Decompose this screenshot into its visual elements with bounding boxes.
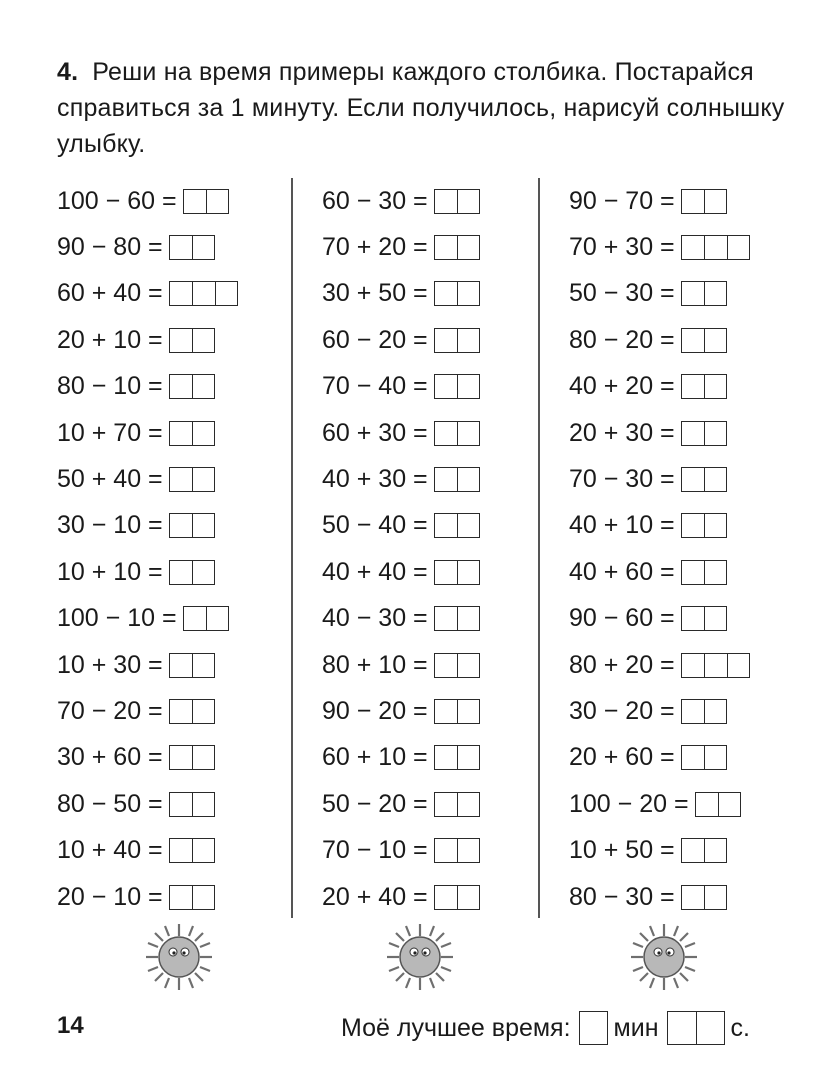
exercise-expression: 80 + 20 = [569,650,675,679]
answer-box[interactable] [169,235,215,260]
page-number: 14 [57,1012,84,1039]
answer-box[interactable] [169,281,238,306]
answer-cell[interactable] [434,838,457,863]
exercise-expression: 10 + 30 = [57,650,163,679]
minutes-answer-box[interactable] [579,1011,608,1045]
exercise-row [57,874,238,920]
answer-box[interactable] [434,189,480,214]
answer-cell[interactable] [457,189,480,214]
answer-cell[interactable] [169,513,192,538]
task-text: Реши на время примеры каждого столбика. Постарайся справиться за 1 минуту. Если получилось, нарисуй солнышку улыбку. [57,58,785,158]
answer-cell[interactable] [169,421,192,446]
answer-cell[interactable] [681,745,704,770]
answer-cell[interactable] [727,653,750,678]
exercise-expression: 70 + 30 = [569,233,675,262]
answer-cell[interactable] [704,745,727,770]
exercise-row [57,827,238,873]
exercise-expression: 50 − 40 = [322,511,428,540]
answer-cell[interactable] [457,653,480,678]
answer-cell[interactable] [727,235,750,260]
exercise-row [569,364,750,410]
exercise-expression: 70 − 30 = [569,465,675,494]
exercise-expression: 50 + 40 = [57,465,163,494]
sun-face-icon[interactable] [629,922,699,992]
answer-cell[interactable] [681,560,704,585]
exercise-row [57,549,238,595]
exercise-expression: 10 + 40 = [57,836,163,865]
exercise-expression: 80 + 10 = [322,650,428,679]
answer-box[interactable] [681,653,750,678]
answer-box[interactable] [434,467,480,492]
column-divider [291,178,293,918]
sun-face-icon[interactable] [144,922,214,992]
answer-cell[interactable] [192,699,215,724]
exercise-expression: 40 + 30 = [322,465,428,494]
answer-cell[interactable] [169,281,192,306]
exercise-expression: 70 + 20 = [322,233,428,262]
answer-cell[interactable] [169,745,192,770]
answer-box[interactable] [681,885,727,910]
exercise-row [57,456,238,502]
answer-cell[interactable] [681,606,704,631]
answer-cell[interactable] [681,885,704,910]
exercise-expression: 30 − 10 = [57,511,163,540]
answer-box[interactable] [681,606,727,631]
exercise-row [57,271,238,317]
exercise-row [322,410,480,456]
column-divider [538,178,540,918]
answer-box[interactable] [681,421,727,446]
answer-cell[interactable] [169,467,192,492]
seconds-unit: с. [730,1013,750,1042]
answer-cell[interactable] [434,374,457,399]
answer-cell[interactable] [704,189,727,214]
answer-cell[interactable] [704,421,727,446]
exercise-expression: 90 − 80 = [57,233,163,262]
answer-cell[interactable] [192,513,215,538]
answer-cell[interactable] [681,281,704,306]
answer-box[interactable] [681,235,750,260]
answer-box[interactable] [169,838,215,863]
answer-cell[interactable] [704,374,727,399]
answer-box[interactable] [434,560,480,585]
answer-cell[interactable] [681,374,704,399]
answer-cell[interactable] [457,745,480,770]
exercise-expression: 100 − 20 = [569,789,689,818]
exercise-expression: 80 − 30 = [569,882,675,911]
exercise-row [57,224,238,270]
exercise-expression: 80 − 50 = [57,789,163,818]
exercise-row [569,178,750,224]
exercise-row [569,271,750,317]
exercise-row [569,549,750,595]
exercise-expression: 40 + 60 = [569,557,675,586]
answer-cell[interactable] [434,606,457,631]
answer-box[interactable] [434,792,480,817]
answer-box[interactable] [434,838,480,863]
answer-box[interactable] [681,374,727,399]
exercise-row [322,549,480,595]
answer-box[interactable] [183,606,229,631]
answer-box[interactable] [681,513,727,538]
exercise-row [322,503,480,549]
exercise-row [322,271,480,317]
exercise-row [322,364,480,410]
answer-cell[interactable] [704,328,727,353]
exercise-row [322,596,480,642]
exercise-row [569,503,750,549]
answer-box[interactable] [169,374,215,399]
exercise-row [322,735,480,781]
answer-cell[interactable] [457,421,480,446]
answer-cell[interactable] [434,513,457,538]
answer-cell[interactable] [704,885,727,910]
exercise-row [322,874,480,920]
answer-box[interactable] [681,838,727,863]
answer-cell[interactable] [457,467,480,492]
column-2 [322,178,480,920]
answer-cell[interactable] [704,699,727,724]
answer-cell[interactable] [457,281,480,306]
answer-box[interactable] [681,699,727,724]
answer-cell[interactable] [704,467,727,492]
exercise-row [569,735,750,781]
exercise-row [322,224,480,270]
exercise-expression: 90 − 70 = [569,186,675,215]
answer-cell[interactable] [704,513,727,538]
answer-cell[interactable] [434,281,457,306]
answer-cell[interactable] [192,745,215,770]
sun-face-icon[interactable] [385,922,455,992]
answer-cell[interactable] [457,606,480,631]
exercise-expression: 30 + 50 = [322,279,428,308]
answer-box[interactable] [169,328,215,353]
answer-box[interactable] [169,467,215,492]
exercise-row [57,781,238,827]
exercise-row [569,456,750,502]
answer-box[interactable] [169,421,215,446]
answer-cell[interactable] [192,374,215,399]
answer-box[interactable] [434,328,480,353]
exercise-row [322,827,480,873]
answer-cell[interactable] [681,189,704,214]
exercise-expression: 40 + 10 = [569,511,675,540]
exercise-row [322,456,480,502]
answer-cell[interactable] [206,606,229,631]
answer-cell[interactable] [704,560,727,585]
exercise-expression: 60 + 30 = [322,418,428,447]
answer-box[interactable] [681,467,727,492]
seconds-answer-box[interactable] [667,1011,725,1045]
answer-cell[interactable] [192,421,215,446]
exercise-expression: 10 + 10 = [57,557,163,586]
answer-cell[interactable] [192,560,215,585]
answer-cell[interactable] [169,374,192,399]
answer-box[interactable] [434,235,480,260]
answer-cell[interactable] [434,792,457,817]
exercise-expression: 60 − 30 = [322,186,428,215]
answer-cell[interactable] [434,235,457,260]
answer-cell[interactable] [457,560,480,585]
answer-box[interactable] [434,653,480,678]
exercise-row [57,642,238,688]
answer-cell[interactable] [192,653,215,678]
answer-cell[interactable] [681,653,704,678]
answer-box[interactable] [169,653,215,678]
answer-cell[interactable] [704,838,727,863]
answer-cell[interactable] [681,513,704,538]
exercise-row [57,735,238,781]
exercise-expression: 70 − 40 = [322,372,428,401]
exercise-expression: 80 − 20 = [569,325,675,354]
answer-cell[interactable] [434,189,457,214]
answer-cell[interactable] [183,189,206,214]
answer-cell[interactable] [434,328,457,353]
answer-box[interactable] [434,513,480,538]
exercise-row [569,827,750,873]
exercise-row [57,317,238,363]
answer-cell[interactable] [434,699,457,724]
exercise-row [57,596,238,642]
answer-box[interactable] [681,328,727,353]
exercise-expression: 70 − 10 = [322,836,428,865]
exercise-expression: 60 − 20 = [322,325,428,354]
exercise-expression: 20 + 10 = [57,325,163,354]
task-number: 4. [57,58,79,86]
answer-cell[interactable] [457,328,480,353]
answer-box[interactable] [681,281,727,306]
answer-cell[interactable] [169,699,192,724]
answer-box[interactable] [695,792,741,817]
answer-box[interactable] [434,421,480,446]
exercise-expression: 50 − 30 = [569,279,675,308]
exercise-row [57,503,238,549]
answer-cell[interactable] [434,560,457,585]
exercise-expression: 70 − 20 = [57,696,163,725]
column-3 [569,178,750,920]
answer-cell[interactable] [169,885,192,910]
answer-cell[interactable] [704,235,727,260]
answer-box[interactable] [434,699,480,724]
answer-cell[interactable] [681,421,704,446]
answer-cell[interactable] [704,281,727,306]
answer-box[interactable] [681,745,727,770]
answer-cell[interactable] [169,792,192,817]
answer-cell[interactable] [457,235,480,260]
column-1 [57,178,238,920]
exercise-expression: 80 − 10 = [57,372,163,401]
answer-cell[interactable] [457,374,480,399]
answer-box[interactable] [169,885,215,910]
exercise-expression: 90 − 20 = [322,696,428,725]
exercise-expression: 100 − 10 = [57,604,177,633]
exercise-expression: 50 − 20 = [322,789,428,818]
answer-cell[interactable] [681,699,704,724]
exercise-row [322,688,480,734]
best-time-label: Моё лучшее время: [341,1013,571,1042]
exercise-expression: 10 + 70 = [57,418,163,447]
answer-cell[interactable] [169,328,192,353]
exercise-expression: 60 + 40 = [57,279,163,308]
exercise-row [322,178,480,224]
answer-box[interactable] [434,885,480,910]
task-instruction [57,54,797,162]
answer-cell[interactable] [681,328,704,353]
answer-box[interactable] [169,513,215,538]
answer-cell[interactable] [183,606,206,631]
answer-cell[interactable] [169,838,192,863]
answer-cell[interactable] [192,885,215,910]
exercise-expression: 40 − 30 = [322,604,428,633]
answer-cell[interactable] [192,467,215,492]
exercise-row [569,781,750,827]
answer-cell[interactable] [169,653,192,678]
best-time-row [341,1011,750,1045]
exercise-expression: 40 + 20 = [569,372,675,401]
exercise-row [322,642,480,688]
exercise-expression: 60 + 10 = [322,743,428,772]
answer-cell[interactable] [704,606,727,631]
answer-box[interactable] [434,606,480,631]
answer-cell[interactable] [215,281,238,306]
answer-cell[interactable] [681,467,704,492]
exercise-row [569,410,750,456]
answer-cell[interactable] [457,885,480,910]
answer-box[interactable] [681,189,727,214]
answer-box[interactable] [434,374,480,399]
answer-cell[interactable] [192,792,215,817]
answer-cell[interactable] [169,235,192,260]
exercise-row [569,596,750,642]
answer-cell[interactable] [681,235,704,260]
answer-box[interactable] [183,189,229,214]
answer-cell[interactable] [169,560,192,585]
answer-box[interactable] [169,560,215,585]
answer-cell[interactable] [434,885,457,910]
answer-cell[interactable] [718,792,741,817]
exercise-row [322,781,480,827]
answer-cell[interactable] [695,792,718,817]
answer-cell[interactable] [192,235,215,260]
answer-box[interactable] [169,792,215,817]
exercise-expression: 30 + 60 = [57,743,163,772]
answer-cell[interactable] [434,467,457,492]
exercise-row [57,410,238,456]
answer-cell[interactable] [457,699,480,724]
answer-cell[interactable] [457,838,480,863]
exercise-row [57,688,238,734]
exercise-expression: 40 + 40 = [322,557,428,586]
answer-cell[interactable] [457,513,480,538]
exercise-row [569,688,750,734]
answer-cell[interactable] [192,838,215,863]
answer-cell[interactable] [457,792,480,817]
minutes-unit: мин [613,1013,659,1042]
exercise-row [569,224,750,270]
exercise-expression: 30 − 20 = [569,696,675,725]
exercise-expression: 90 − 60 = [569,604,675,633]
exercise-expression: 20 + 30 = [569,418,675,447]
answer-cell[interactable] [434,421,457,446]
answer-box[interactable] [434,281,480,306]
exercise-row [57,178,238,224]
answer-box[interactable] [169,745,215,770]
answer-cell[interactable] [681,838,704,863]
answer-cell[interactable] [704,653,727,678]
answer-cell[interactable] [206,189,229,214]
answer-cell[interactable] [192,328,215,353]
exercise-expression: 100 − 60 = [57,186,177,215]
exercise-expression: 20 + 60 = [569,743,675,772]
answer-box[interactable] [434,745,480,770]
exercise-row [569,642,750,688]
exercise-expression: 20 − 10 = [57,882,163,911]
answer-box[interactable] [169,699,215,724]
exercise-row [569,874,750,920]
answer-cell[interactable] [434,745,457,770]
exercise-expression: 10 + 50 = [569,836,675,865]
answer-box[interactable] [681,560,727,585]
exercise-row [322,317,480,363]
exercise-row [57,364,238,410]
exercise-row [569,317,750,363]
answer-cell[interactable] [192,281,215,306]
exercise-expression: 20 + 40 = [322,882,428,911]
answer-cell[interactable] [434,653,457,678]
